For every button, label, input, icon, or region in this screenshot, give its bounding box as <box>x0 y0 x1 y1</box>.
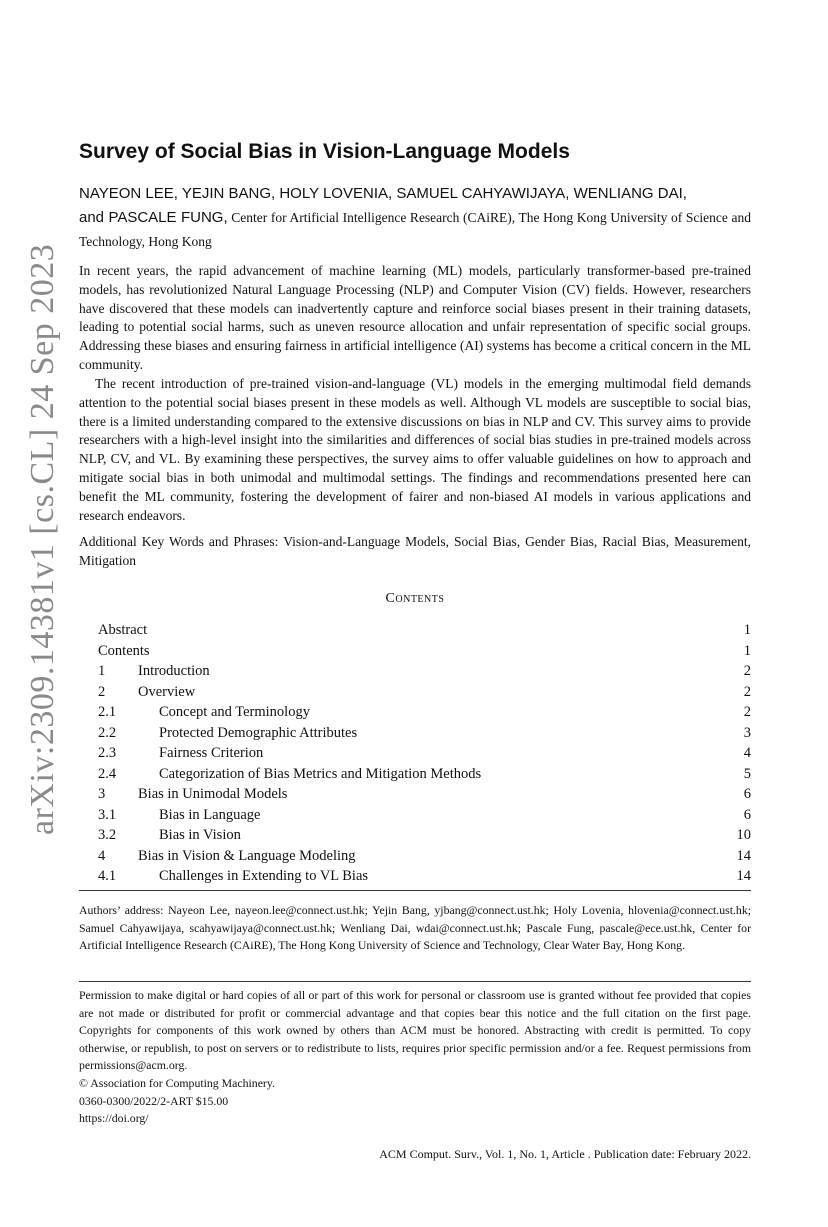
author-addresses: Authors’ address: Nayeon Lee, nayeon.lee@connect.ust.hk; Yejin Bang, yjbang@connect.ust.hk; Holy Lovenia, hlovenia@connect.ust.hk; Samuel Cahyawijaya, scahyawijaya@connect.ust.hk; Wenliang Dai, wdai@connect.ust.hk; Pascale Fung, pascale@ece.ust.hk, Center for Artificial Intelligence Research (CAiRE), The Hong Kong University of Science and Technology, Clear Water Bay, Hong Kong. <box>79 903 751 953</box>
toc-entry[interactable] <box>98 641 751 662</box>
toc-entry[interactable] <box>98 764 751 785</box>
toc-entry-title[interactable]: Challenges in Extending to VL Bias <box>159 868 369 884</box>
paper-title: Survey of Social Bias in Vision-Language Models <box>79 140 570 163</box>
toc-entry-number: 3 <box>98 786 106 802</box>
toc-entry[interactable] <box>98 846 751 867</box>
permission-text: Permission to make digital or hard copies of all or part of this work for personal or classroom use is granted without fee provided that copies are not made or distributed for profit or commercial advantage and that copies bear this notice and the full citation on the first page. Copyrights for components of this work owned by others than ACM must be honored. Abstracting with credit is permitted. To copy otherwise, or republish, to post on servers or to redistribute to lists, requires prior specific permission and/or a fee. Request permissions from permissions@acm.org. <box>79 988 751 1073</box>
copyright-line: © Association for Computing Machinery. <box>79 1075 275 1090</box>
toc-entry-page: 2 <box>743 663 751 679</box>
toc-entry[interactable] <box>98 825 751 846</box>
toc-entry[interactable] <box>98 682 751 703</box>
toc-entry[interactable] <box>98 784 751 805</box>
permission-divider <box>79 981 751 982</box>
toc-entry[interactable] <box>98 723 751 744</box>
author-block <box>79 182 751 254</box>
toc-entry-page: 1 <box>743 622 751 638</box>
toc-entry-page: 14 <box>736 868 751 884</box>
toc-entry-title[interactable]: Bias in Language <box>159 806 261 823</box>
contents-heading: Contents <box>385 591 445 606</box>
toc-entry-number: 2.4 <box>98 765 117 782</box>
toc-entry-page: 6 <box>743 786 751 802</box>
toc-entry[interactable] <box>98 702 751 723</box>
toc-entry-title[interactable]: Contents <box>98 642 150 659</box>
toc-entry-title[interactable]: Overview <box>138 683 196 700</box>
issn-line: 0360-0300/2022/2-ART $15.00 <box>79 1093 229 1108</box>
toc-entry-number: 2 <box>98 683 106 700</box>
toc-entry-page: 2 <box>743 704 751 720</box>
toc-entry-number: 2.3 <box>98 745 117 761</box>
toc-entry[interactable] <box>98 805 751 826</box>
toc-entry-page: 6 <box>743 806 751 823</box>
affiliation: Center for Artificial Intelligence Research (CAiRE), The Hong Kong University of Science and Technology, Hong Kong <box>79 210 751 249</box>
toc-entry-number: 2.1 <box>98 704 117 720</box>
toc-entry-page: 4 <box>743 745 751 761</box>
toc-entry-number: 3.1 <box>98 806 117 823</box>
table-of-contents <box>98 620 751 887</box>
toc-entry-number: 4 <box>98 847 106 864</box>
toc-entry-title[interactable]: Introduction <box>138 663 210 679</box>
toc-entry[interactable] <box>98 661 751 682</box>
toc-entry-title[interactable]: Concept and Terminology <box>159 704 310 720</box>
toc-entry-number: 1 <box>98 663 106 679</box>
toc-entry-page: 5 <box>743 765 751 782</box>
footnote-divider <box>79 890 751 891</box>
toc-entry-title[interactable]: Bias in Vision & Language Modeling <box>138 847 356 864</box>
author-list: NAYEON LEE, YEJIN BANG, HOLY LOVENIA, SAMUEL CAHYAWIJAYA, WENLIANG DAI, <box>79 185 687 202</box>
toc-entry-title[interactable]: Categorization of Bias Metrics and Mitigation Methods <box>159 765 482 782</box>
toc-entry-page: 10 <box>736 827 751 843</box>
toc-entry-page: 3 <box>743 724 751 741</box>
keywords: Additional Key Words and Phrases: Vision-and-Language Models, Social Bias, Gender Bias, Racial Bias, Measurement, Mitigation <box>79 534 751 568</box>
toc-entry[interactable] <box>98 743 751 764</box>
toc-entry[interactable] <box>98 866 751 887</box>
toc-entry-number: 4.1 <box>98 868 117 884</box>
toc-entry-title[interactable]: Bias in Vision <box>159 827 241 843</box>
toc-entry-title[interactable]: Protected Demographic Attributes <box>159 724 358 741</box>
toc-entry-page: 14 <box>736 847 751 864</box>
toc-entry-title[interactable]: Abstract <box>98 622 148 638</box>
toc-entry[interactable] <box>98 620 751 641</box>
author-list-last: and PASCALE FUNG, <box>79 209 228 226</box>
toc-entry-number: 3.2 <box>98 827 117 843</box>
abstract-paragraph-2: The recent introduction of pre-trained vision-and-language (VL) models in the emerging multimodal field demands attention to the potential social biases present in these models as well. Although VL models are susceptible to social bias, there is a limited understanding compared to the extensive discussions on bias in NLP and CV. This survey aims to provide researchers with a high-level insight into the similarities and differences of social bias studies in pre-trained models across NLP, CV, and VL. By examining these perspectives, the survey aims to offer valuable guidelines on how to approach and mitigate social bias in both unimodal and multimodal settings. The findings and recommendations presented here can benefit the ML community, fostering the development of fairer and non-biased AI models in various applications and research endeavors. <box>79 376 751 523</box>
toc-entry-title[interactable]: Bias in Unimodal Models <box>138 786 288 802</box>
toc-entry-page: 1 <box>743 642 751 659</box>
abstract-paragraph-1: In recent years, the rapid advancement of machine learning (ML) models, particularly transformer-based pre-trained models, has revolutionized Natural Language Processing (NLP) and Computer Vision (CV) fields. However, researchers have discovered that these models can inadvertently capture and reinforce social biases present in their training datasets, leading to potential social harms, such as uneven resource allocation and unfair representation of specific social groups. Addressing these biases and ensuring fairness in artificial intelligence (AI) systems has become a critical concern in the ML community. <box>79 263 751 372</box>
arxiv-identifier: arXiv:2309.14381v1 [cs.CL] 24 Sep 2023 <box>24 243 61 835</box>
toc-entry-title[interactable]: Fairness Criterion <box>159 745 264 761</box>
toc-entry-page: 2 <box>743 683 751 700</box>
toc-entry-number: 2.2 <box>98 724 117 741</box>
page-footer: ACM Comput. Surv., Vol. 1, No. 1, Article . Publication date: February 2022. <box>379 1147 751 1161</box>
permission-block <box>79 987 751 1128</box>
doi-link[interactable]: https://doi.org/ <box>79 1111 149 1126</box>
